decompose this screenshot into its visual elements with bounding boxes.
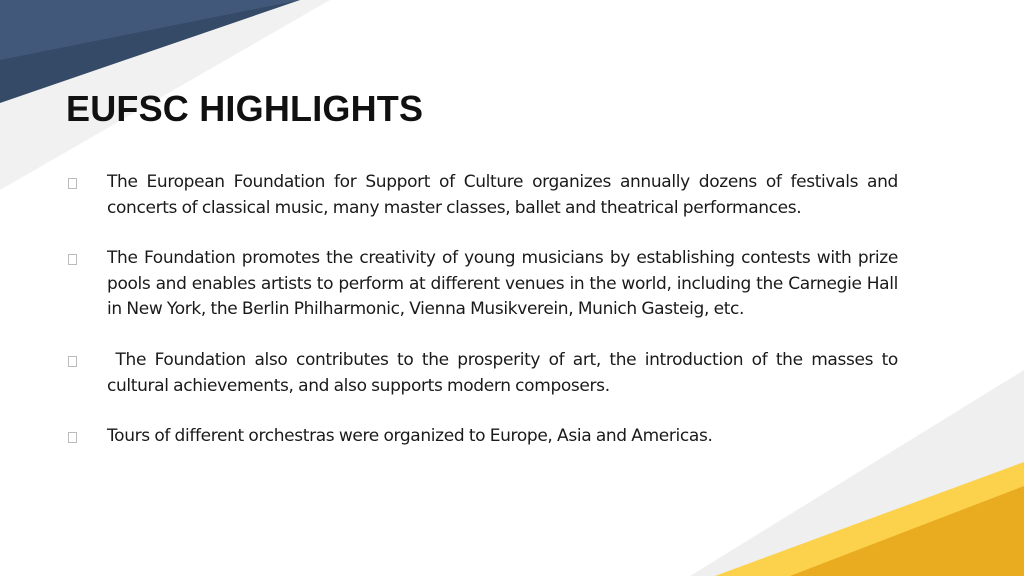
bullet-text: The Foundation promotes the creativity of young musicians by establishing contests with prize pools and enables artists to perform at different venues in the world, including the Carnegie Hall in New York, the Berlin Philharmonic, Vienna Musikverein, Munich Gasteig, etc. bbox=[107, 248, 898, 320]
bullet-text: The Foundation also contributes to the prosperity of art, the introduction of the masses to cultural achievements, and also supports modern composers. bbox=[107, 349, 903, 396]
square-bullet-icon bbox=[68, 432, 77, 443]
highlights-list bbox=[66, 170, 903, 475]
bullet-text: The European Foundation for Support of Culture organizes annually dozens of festivals and concerts of classical music, many master classes, ballet and theatrical performances. bbox=[107, 172, 898, 218]
bullet-text: Tours of different orchestras were organized to Europe, Asia and Americas. bbox=[107, 426, 713, 447]
square-bullet-icon bbox=[68, 178, 77, 189]
list-item bbox=[66, 246, 898, 323]
list-item bbox=[66, 424, 898, 450]
slide-title: EUFSC HIGHLIGHTS bbox=[66, 88, 424, 129]
square-bullet-icon bbox=[68, 254, 77, 265]
list-item bbox=[66, 348, 903, 399]
list-item bbox=[66, 170, 898, 221]
square-bullet-icon bbox=[68, 356, 77, 367]
